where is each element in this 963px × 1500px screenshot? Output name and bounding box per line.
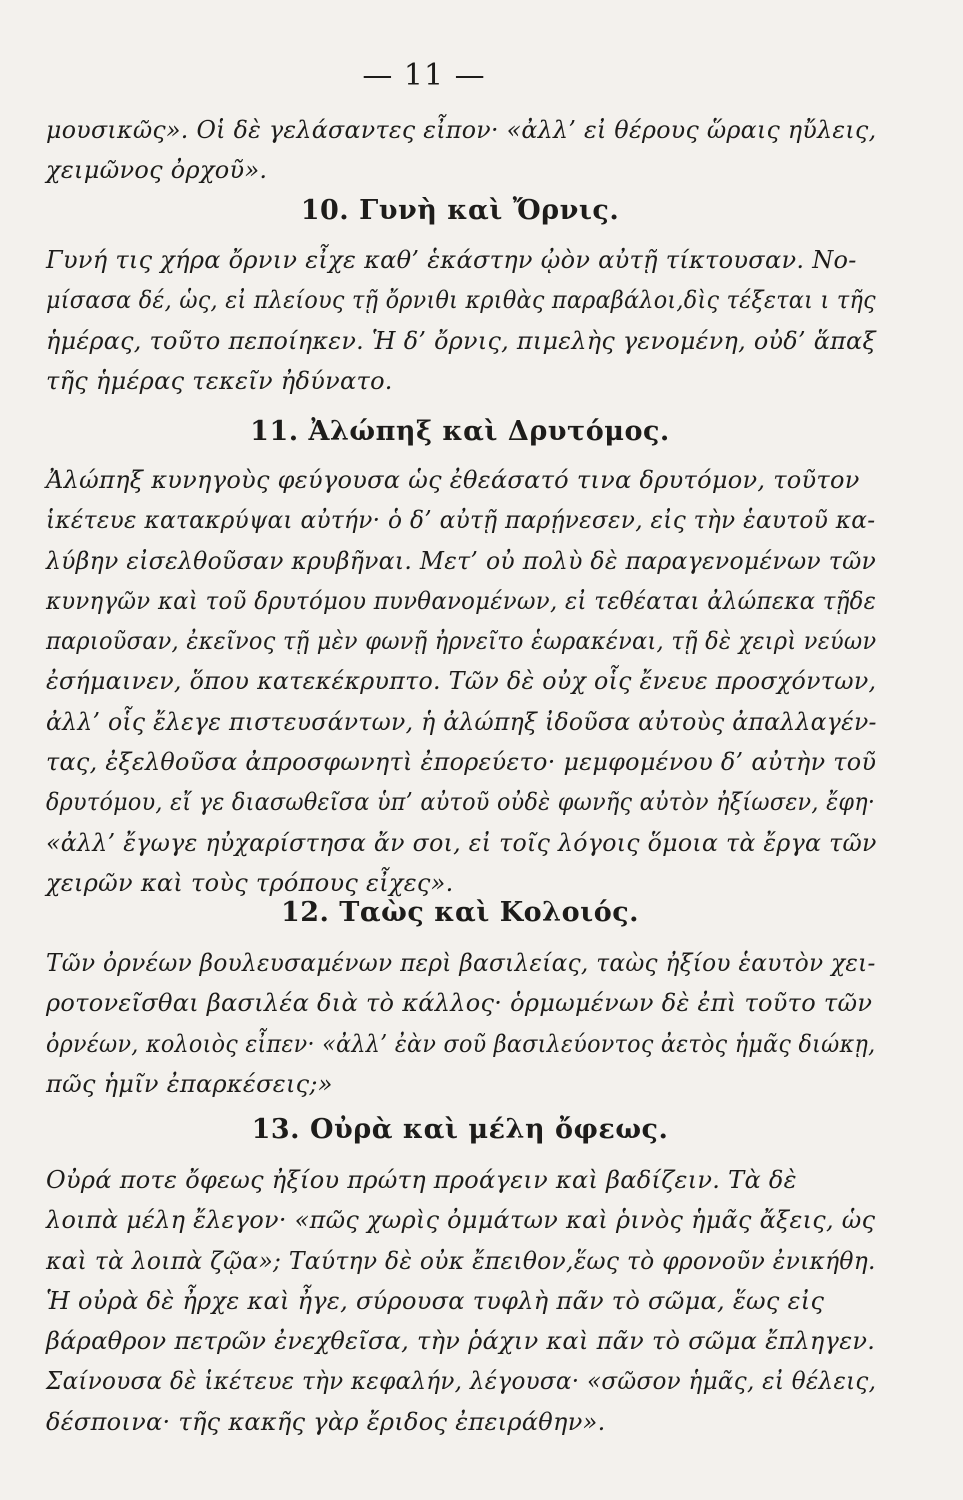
text-line: Τῶν ὀρνέων βουλευσαμένων περὶ βασιλείας, ταὼς ἠξίου ἑαυτὸν χει- — [46, 949, 876, 977]
text-line: ἀλλ’ οἷς ἔλεγε πιστευσάντων, ἡ ἀλώπηξ ἰδοῦσα αὐτοὺς ἀπαλλαγέν- — [46, 707, 877, 736]
fable-11-title: 11. Ἀλώπηξ καὶ Δρυτόμος. — [250, 416, 670, 447]
text-line: πῶς ἡμῖν ἐπαρκέσεις;» — [46, 1069, 333, 1098]
text-line: καὶ τὰ λοιπὰ ζῷα»; Ταύτην δὲ οὐκ ἔπειθον,ἕως τὸ φρονοῦν ἐνικήθη. — [46, 1246, 876, 1275]
text-line: ἱκέτευε κατακρύψαι αὐτήν· ὁ δ’ αὐτῇ παρῄνεσεν, εἰς τὴν ἑαυτοῦ κα- — [46, 506, 876, 535]
page-number: — 11 — — [362, 58, 486, 93]
text-line: χειμῶνος ὀρχοῦ». — [46, 156, 268, 185]
text-line: λοιπὰ μέλη ἔλεγον· «πῶς χωρὶς ὀμμάτων καὶ ῥινὸς ἡμᾶς ἄξεις, ὡς — [46, 1206, 876, 1235]
text-line: βάραθρον πετρῶν ἐνεχθεῖσα, τὴν ῥάχιν καὶ πᾶν τὸ σῶμα ἔπληγεν. — [46, 1327, 876, 1356]
text-line: ἐσήμαινεν, ὅπου κατεκέκρυπτο. Τῶν δὲ οὐχ οἷς ἔνευε προσχόντων, — [46, 667, 877, 696]
fable-12-text — [46, 943, 876, 1104]
text-line: δρυτόμου, εἴ γε διασωθεῖσα ὑπ’ αὐτοῦ οὐδὲ φωνῆς αὐτὸν ἠξίωσεν, ἔφη· — [46, 788, 876, 817]
text-line: λύβην εἰσελθοῦσαν κρυβῆναι. Μετ’ οὐ πολὺ δὲ παραγενομένων τῶν — [46, 546, 877, 575]
text-line: μίσασα δέ, ὡς, εἰ πλείους τῇ ὄρνιθι κριθὰς παραβάλοι,δὶς τέξεται ι τῆς — [46, 286, 876, 315]
text-line: δέσποινα· τῆς κακῆς γὰρ ἔριδος ἐπειράθην». — [46, 1407, 606, 1436]
text-line: κυνηγῶν καὶ τοῦ δρυτόμου πυνθανομένων, εἰ τεθέαται ἀλώπεκα τῇδε — [46, 586, 877, 615]
text-line: «ἀλλ’ ἔγωγε ηὐχαρίστησα ἄν σοι, εἰ τοῖς λόγοις ὅμοια τὰ ἔργα τῶν — [46, 828, 877, 857]
text-line: Σαίνουσα δὲ ἱκέτευε τὴν κεφαλήν, λέγουσα· «σῶσον ἡμᾶς, εἰ θέλεις, — [46, 1367, 877, 1396]
fable-12-title: 12. Ταὼς καὶ Κολοιός. — [280, 897, 640, 928]
text-line: Οὐρά ποτε ὄφεως ἠξίου πρώτη προάγειν καὶ βαδίζειν. Τὰ δὲ — [46, 1166, 797, 1194]
text-line: Γυνή τις χήρα ὄρνιν εἶχε καθ’ ἑκάστην ᾠὸν αὐτῇ τίκτουσαν. Νο- — [46, 246, 857, 274]
text-line: τας, ἐξελθοῦσα ἀπροσφωνητὶ ἐπορεύετο· μεμφομένου δ’ αὐτὴν τοῦ — [46, 748, 877, 777]
intro-paragraph — [46, 110, 876, 191]
fable-13-text — [46, 1160, 876, 1442]
fable-10-title: 10. Γυνὴ καὶ Ὄρνις. — [300, 195, 620, 226]
text-line: ροτονεῖσθαι βασιλέα διὰ τὸ κάλλος· ὁρμωμένων δὲ ἐπὶ τοῦτο τῶν — [46, 989, 873, 1018]
text-line: Ἀλώπηξ κυνηγοὺς φεύγουσα ὡς ἐθεάσατό τινα δρυτόμον, τοῦτον — [46, 466, 860, 494]
text-line: ἡμέρας, τοῦτο πεποίηκεν. Ἡ δ’ ὄρνις, πιμελὴς γενομένη, οὐδ’ ἅπαξ — [46, 326, 876, 355]
text-line: τῆς ἡμέρας τεκεῖν ἠδύνατο. — [46, 366, 393, 395]
fable-11-text — [46, 460, 876, 903]
text-line: παριοῦσαν, ἐκεῖνος τῇ μὲν φωνῇ ἠρνεῖτο ἑωρακέναι, τῇ δὲ χειρὶ νεύων — [46, 627, 877, 656]
text-line: μουσικῶς». Οἱ δὲ γελάσαντες εἶπον· «ἀλλ’ εἰ θέρους ὥραις ηὔλεις, — [46, 116, 877, 144]
text-line: χειρῶν καὶ τοὺς τρόπους εἶχες». — [46, 868, 454, 897]
text-line: ὀρνέων, κολοιὸς εἶπεν· «ἀλλ’ ἐὰν σοῦ βασιλεύοντος ἀετὸς ἡμᾶς διώκῃ, — [46, 1029, 876, 1058]
fable-13-title: 13. Οὐρὰ καὶ μέλη ὄφεως. — [251, 1114, 669, 1145]
fable-10-text — [46, 240, 876, 401]
text-line: Ἡ οὐρὰ δὲ ἦρχε καὶ ἦγε, σύρουσα τυφλὴ πᾶν τὸ σῶμα, ἕως εἰς — [46, 1286, 825, 1315]
